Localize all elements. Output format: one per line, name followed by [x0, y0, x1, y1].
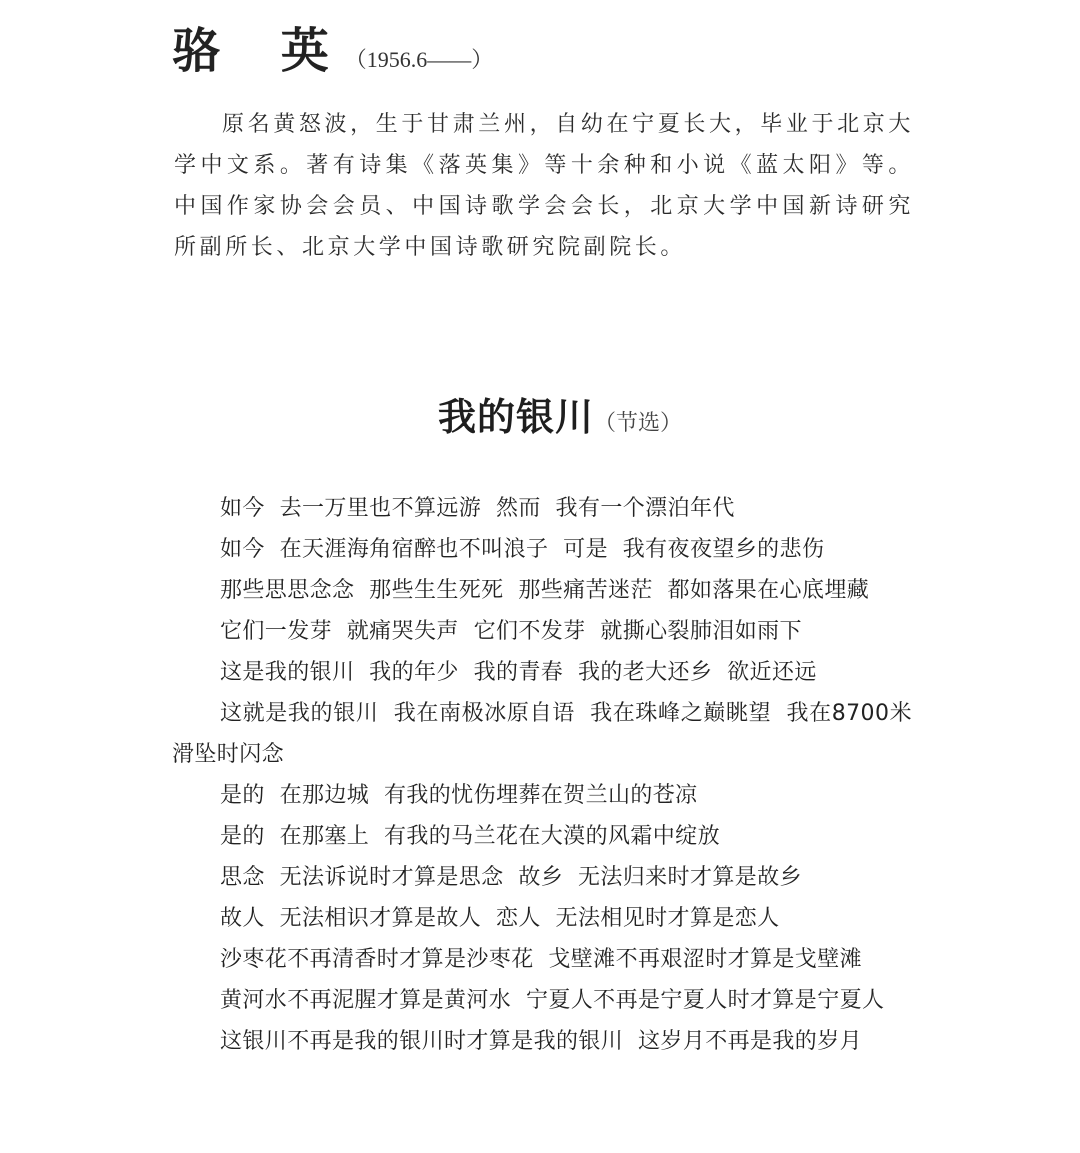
poem-line: 是的 在那塞上 有我的马兰花在大漠的风霜中绽放: [220, 824, 720, 849]
poem-line: 黄河水不再泥腥才算是黄河水 宁夏人不再是宁夏人时才算是宁夏人: [220, 988, 885, 1013]
poem-line: 它们一发芽 就痛哭失声 它们不发芽 就撕心裂肺泪如雨下: [220, 619, 802, 644]
poem-heading: [0, 386, 1080, 441]
poem-line: 这是我的银川 我的年少 我的青春 我的老大还乡 欲近还远: [220, 660, 817, 685]
poem-line: 这就是我的银川 我在南极冰原自语 我在珠峰之巅眺望 我在8700米滑坠时闪念: [172, 701, 912, 767]
poem-line: 沙枣花不再清香时才算是沙枣花 戈壁滩不再艰涩时才算是戈壁滩: [220, 947, 862, 972]
poem-line: 这银川不再是我的银川时才算是我的银川 这岁月不再是我的岁月: [220, 1029, 862, 1054]
poem-title: 我的银川: [437, 395, 594, 439]
poem-line: 如今 在天涯海角宿醉也不叫浪子 可是 我有夜夜望乡的悲伤: [220, 537, 825, 562]
author-heading: [172, 12, 493, 81]
author-years: （1956.6——）: [344, 47, 494, 72]
author-name: 骆 英: [172, 23, 351, 79]
poem-line: 是的 在那边城 有我的忧伤埋葬在贺兰山的苍凉: [220, 783, 698, 808]
poem-line: 思念 无法诉说时才算是思念 故乡 无法归来时才算是故乡: [220, 865, 802, 890]
poem-body: [172, 488, 912, 1062]
poem-line: 那些思思念念 那些生生死死 那些痛苦迷茫 都如落果在心底埋藏: [220, 578, 870, 603]
poem-line: 如今 去一万里也不算远游 然而 我有一个漂泊年代: [220, 496, 735, 521]
author-bio: 原名黄怒波，生于甘肃兰州，自幼在宁夏长大，毕业于北京大学中文系。著有诗集《落英集》等十余种和小说《蓝太阳》等。中国作家协会会员、中国诗歌学会会长，北京大学中国新诗研究所副所长、北京大学中国诗歌研究院副院长。: [174, 112, 914, 260]
poem-excerpt-note: （节选）: [594, 411, 683, 436]
poem-line: 故人 无法相识才算是故人 恋人 无法相见时才算是恋人: [220, 906, 780, 931]
